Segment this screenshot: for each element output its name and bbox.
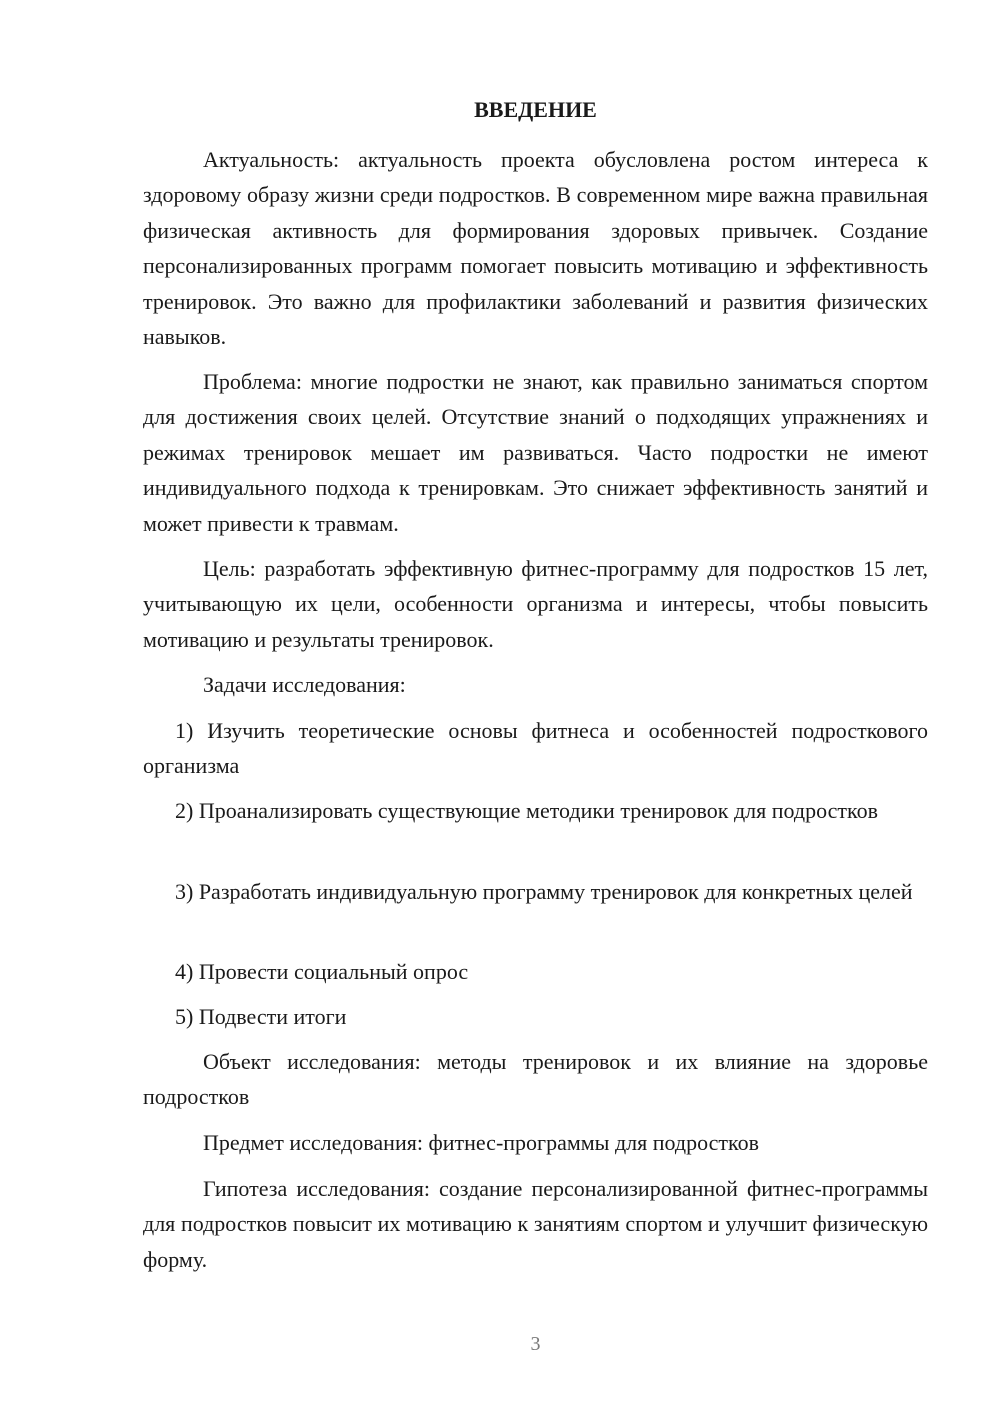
task-item-4: 4) Провести социальный опрос: [175, 959, 469, 984]
object-paragraph: Объект исследования: методы тренировок и их влияние на здоровье подростков: [143, 1049, 928, 1110]
problem-paragraph: Проблема: многие подростки не знают, как правильно заниматься спортом для достижения своих целей. Отсутствие знаний о подходящих упражнениях и режимах тренировок мешает им развиваться. Часто подростки не имеют индивидуального подхода к тренировкам. Это снижает эффективность занятий и может привести к травмам.: [143, 369, 928, 536]
task-item-3: 3) Разработать индивидуальную программу тренировок для конкретных целей: [175, 879, 913, 904]
tasks-title: Задачи исследования:: [203, 672, 406, 697]
section-heading: ВВЕДЕНИЕ: [474, 97, 597, 122]
task-item-5: 5) Подвести итоги: [175, 1004, 347, 1029]
hypothesis-paragraph: Гипотеза исследования: создание персонализированной фитнес-программы для подростков повысит их мотивацию к занятиям спортом и улучшит физическую форму.: [143, 1176, 928, 1272]
goal-paragraph: Цель: разработать эффективную фитнес-программу для подростков 15 лет, учитывающую их цели, особенности организма и интересы, чтобы повысить мотивацию и результаты тренировок.: [143, 556, 928, 652]
subject-paragraph: Предмет исследования: фитнес-программы для подростков: [203, 1130, 759, 1155]
relevance-paragraph: Актуальность: актуальность проекта обусловлена ростом интереса к здоровому образу жизни среди подростков. В современном мире важна правильная физическая активность для формирования здоровых привычек. Создание персонализированных программ помогает повысить мотивацию и эффективность тренировок. Это важно для профилактики заболеваний и развития физических навыков.: [143, 147, 928, 350]
page-number: 3: [530, 1333, 541, 1355]
task-item-1: 1) Изучить теоретические основы фитнеса и особенностей подросткового организма: [143, 718, 928, 779]
task-item-2: 2) Проанализировать существующие методики тренировок для подростков: [175, 798, 878, 823]
